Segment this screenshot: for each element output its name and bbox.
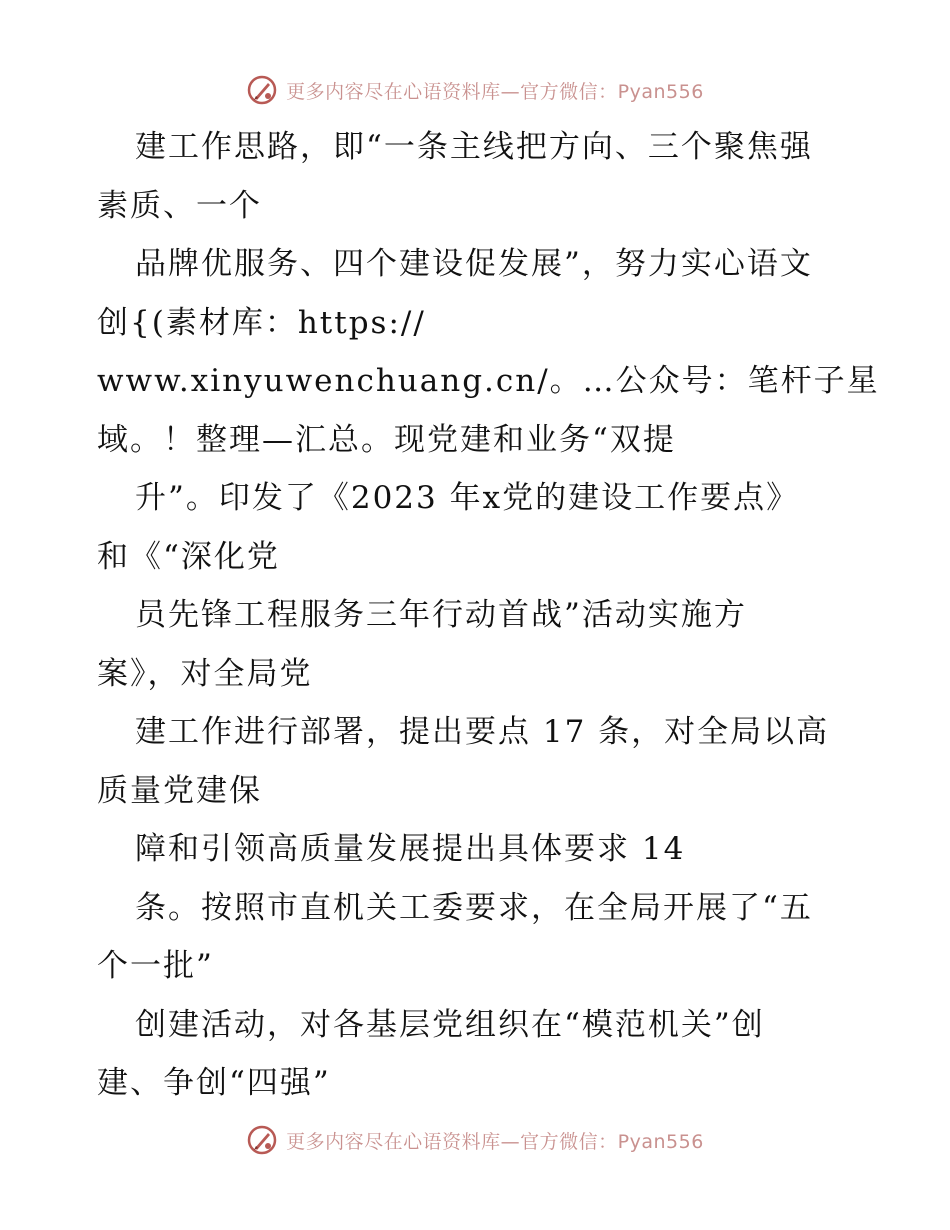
text-line: 升”。印发了《2023 年x党的建设工作要点》: [135, 480, 800, 516]
text-line: 建工作思路，即“一条主线把方向、三个聚焦强: [135, 129, 813, 165]
text-line: 创{(素材库：https://: [97, 304, 426, 341]
text-line: 品牌优服务、四个建设促发展”，努力实心语文: [135, 246, 813, 282]
footer-banner: [0, 1120, 950, 1160]
text-line: 障和引领高质量发展提出具体要求 14: [135, 831, 686, 867]
header-banner-text: 更多内容尽在心语资料库—官方微信：Pyan556: [286, 80, 704, 103]
text-line: 和《“深化党: [97, 538, 280, 575]
text-line: 素质、一个: [97, 187, 262, 224]
text-line: 建工作进行部署，提出要点 17 条，对全局以高: [135, 714, 830, 750]
footer-banner-text: 更多内容尽在心语资料库—官方微信：Pyan556: [286, 1130, 704, 1153]
text-line: 创建活动，对各基层党组织在“模范机关”创: [135, 1006, 765, 1043]
document-body: [97, 118, 880, 1113]
text-line: www.xinyuwenchuang.cn/。…公众号：笔杆子星: [97, 363, 880, 399]
text-line: 条。按照市直机关工委要求，在全局开展了“五: [135, 889, 813, 926]
quill-pen-logo-icon: [246, 1124, 278, 1156]
text-line: 员先锋工程服务三年行动首战”活动实施方: [135, 597, 747, 633]
header-banner: [0, 70, 950, 110]
text-line: 个一批”: [97, 948, 214, 984]
text-line: 案》，对全局党: [97, 655, 313, 692]
text-line: 建、争创“四强”: [97, 1065, 331, 1101]
text-line: 质量党建保: [97, 772, 262, 809]
text-line: 域。！整理—汇总。现党建和业务“双提: [97, 421, 676, 458]
quill-pen-logo-icon: [246, 74, 278, 106]
